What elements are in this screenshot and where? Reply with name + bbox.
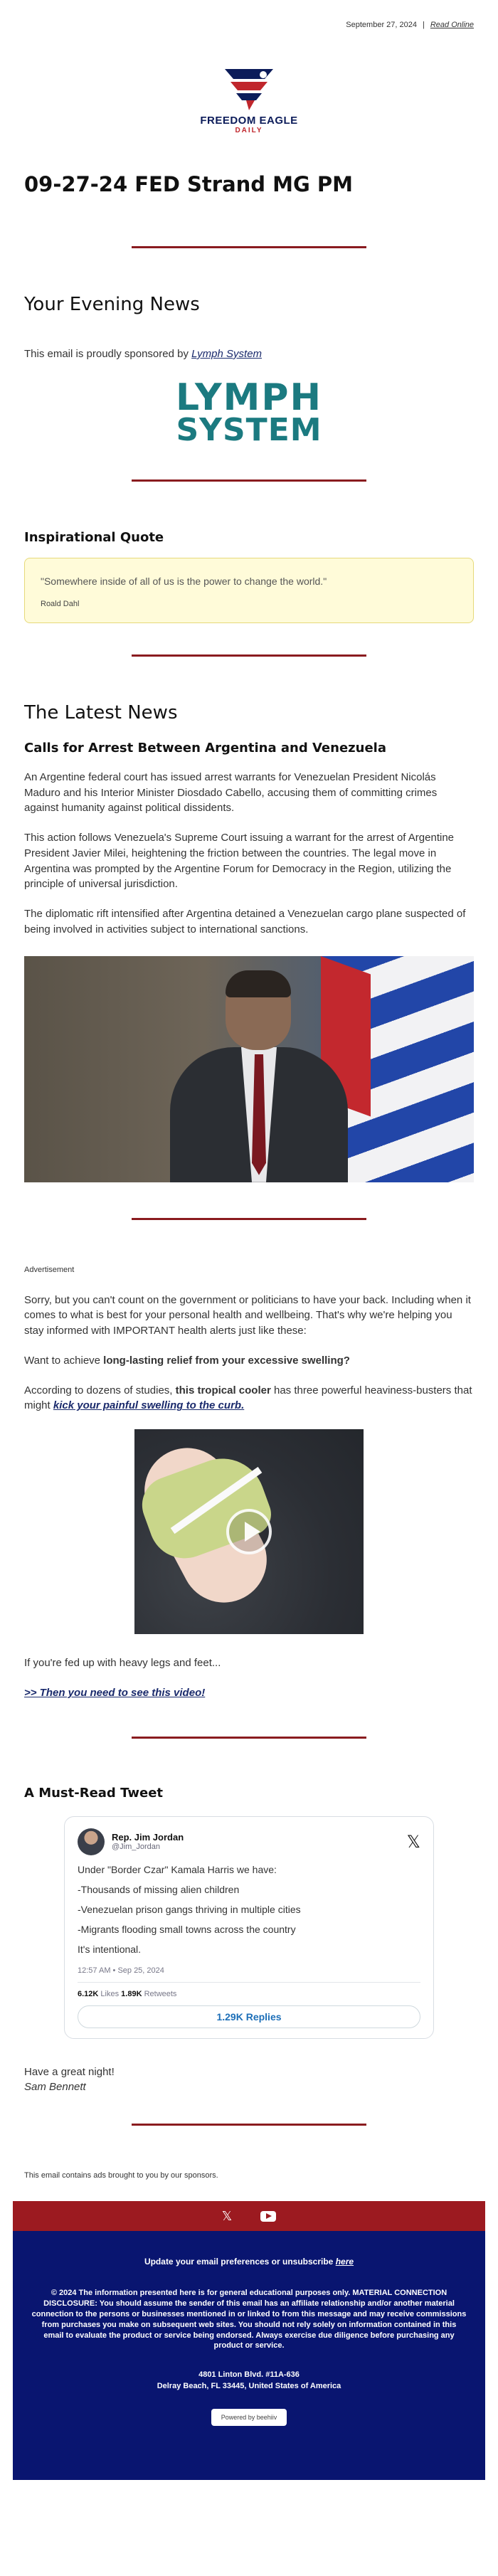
tweet-line: -Thousands of missing alien children xyxy=(78,1883,240,1895)
ad-p2-bold: long-lasting relief from your excessive swelling? xyxy=(103,1354,350,1367)
ad-p3-text: According to dozens of studies, xyxy=(24,1384,176,1396)
preferences-line xyxy=(13,2231,485,2267)
ad-cta-link[interactable]: >> Then you need to see this video! xyxy=(24,1686,206,1699)
tweet-line: -Venezuelan prison gangs thriving in multiple cities xyxy=(78,1903,301,1915)
tweet-author-name[interactable]: Rep. Jim Jordan xyxy=(112,1832,184,1843)
tweet-timestamp[interactable]: 12:57 AM • Sep 25, 2024 xyxy=(78,1966,420,1983)
ad-swelling-link[interactable]: kick your painful swelling to the curb. xyxy=(53,1399,245,1412)
tweet-heading: A Must-Read Tweet xyxy=(24,1785,164,1801)
sponsor-text: This email is proudly sponsored by xyxy=(24,348,192,360)
sponsor-logo[interactable] xyxy=(24,376,474,449)
latest-news-heading: The Latest News xyxy=(24,701,178,723)
social-bar xyxy=(13,2201,485,2231)
ads-notice: This email contains ads brought to you by our sponsors. xyxy=(24,2171,218,2180)
sponsor-logo-line2: SYSTEM xyxy=(176,412,322,449)
email-title: 09-27-24 FED Strand MG PM xyxy=(24,172,354,196)
brand-sub: DAILY xyxy=(235,127,263,134)
address-line-1: 4801 Linton Blvd. #11A-636 xyxy=(198,2370,300,2380)
tweet-line: It's intentional. xyxy=(78,1943,142,1955)
sponsor-logo-line1: LYMPH xyxy=(175,376,323,419)
separator: | xyxy=(422,21,425,29)
footer xyxy=(13,2231,485,2480)
ad-p3-bold: this tropical cooler xyxy=(175,1384,271,1396)
preferences-text: Update your email preferences or unsubscribe xyxy=(144,2257,336,2267)
avatar[interactable] xyxy=(78,1828,105,1855)
story-paragraph-1: An Argentine federal court has issued arrest warrants for Venezuelan President Nicolás Maduro and his Interior Minister Diosdado Cabello, accusing them of committing crimes against humanity against political dissidents. xyxy=(24,770,438,815)
x-logo-icon[interactable]: 𝕏 xyxy=(406,1831,420,1852)
likes-count: 6.12K xyxy=(78,1989,99,1998)
likes-label: Likes xyxy=(98,1989,122,1998)
advertisement-label: Advertisement xyxy=(24,1265,75,1274)
quote-heading: Inspirational Quote xyxy=(24,529,164,545)
quote-text: "Somewhere inside of all of us is the power to change the world." xyxy=(41,575,327,587)
signoff-name: Sam Bennett xyxy=(24,2081,86,2094)
replies-button[interactable]: 1.29K Replies xyxy=(78,2005,420,2028)
email-date: September 27, 2024 xyxy=(346,21,417,29)
sponsor-line xyxy=(24,346,474,362)
ad-cta-line xyxy=(24,1685,474,1701)
evening-news-heading: Your Evening News xyxy=(24,294,200,315)
play-icon[interactable] xyxy=(226,1509,272,1554)
news-photo xyxy=(24,956,474,1182)
story-title: Calls for Arrest Between Argentina and Venezuela xyxy=(24,740,386,756)
story-paragraph-2: This action follows Venezuela's Supreme Court issuing a warrant for the arrest of Argentine President Javier Milei, heightening the friction between the countries. The legal move in Argentina was prompted by the Argentine Forum for Democracy in the Region, utilizing the principle of universal jurisdiction. xyxy=(24,832,455,891)
retweets-count: 1.89K xyxy=(121,1989,142,1998)
powered-by-badge[interactable]: Powered by beehiiv xyxy=(211,2409,287,2426)
sponsor-link[interactable]: Lymph System xyxy=(191,348,263,360)
quote-box xyxy=(24,558,474,623)
eagle-flag-icon xyxy=(221,65,277,112)
embedded-tweet[interactable] xyxy=(64,1816,434,2039)
tweet-line: -Migrants flooding small towns across the country xyxy=(78,1923,296,1935)
quote-author: Roald Dahl xyxy=(41,599,80,608)
top-bar xyxy=(0,0,498,50)
ad-paragraph-1: Sorry, but you can't count on the government or politicians to have your back. Including when it comes to what is best for your personal health and wellbeing. That's why we're helping you stay informed with IMPORTANT health alerts just like these: xyxy=(24,1293,471,1337)
ad-paragraph-3 xyxy=(24,1383,474,1414)
story-paragraph-3: The diplomatic rift intensified after Argentina detained a Venezuelan cargo plane suspected of being involved in activities subject to international sanctions. xyxy=(24,908,466,935)
tweet-stats xyxy=(78,1990,420,1998)
ad-p3-mid: has three powerful heaviness-busters that might xyxy=(24,1384,472,1412)
ad-paragraph-4: If you're fed up with heavy legs and feet... xyxy=(24,1657,221,1670)
address-line-2: Delray Beach, FL 33445, United States of America xyxy=(157,2381,341,2390)
tweet-line: Under "Border Czar" Kamala Harris we have: xyxy=(78,1863,277,1875)
ad-paragraph-2 xyxy=(24,1353,474,1369)
unsubscribe-link[interactable]: here xyxy=(335,2257,354,2267)
ad-video-thumbnail[interactable] xyxy=(134,1429,364,1634)
address xyxy=(13,2370,485,2392)
signoff-line: Have a great night! xyxy=(24,2065,115,2078)
x-social-icon[interactable]: 𝕏 xyxy=(221,2208,233,2224)
read-online-link[interactable]: Read Online xyxy=(430,21,474,29)
ad-p2-text: Want to achieve xyxy=(24,1354,104,1367)
brand-name: FREEDOM EAGLE xyxy=(200,115,298,127)
legal-disclosure: © 2024 The information presented here is for general educational purposes only. MATERIAL CONNECTION DISCLOSURE: You should assume the sender of this email has an affiliate relationship and/or another material connection to the persons or businesses mentioned in or linked to from this message and may receive commissions from purchases you make on subsequent web sites. You should not rely solely on information contained in this email to evaluate the product or service being endorsed. Always exercise due diligence before purchasing any product or service. xyxy=(31,2289,467,2350)
brand-logo xyxy=(0,50,498,149)
person-graphic xyxy=(170,970,348,1182)
retweets-label: Retweets xyxy=(142,1989,177,1998)
youtube-icon[interactable] xyxy=(260,2211,276,2222)
tweet-author-handle[interactable]: @Jim_Jordan xyxy=(112,1843,161,1852)
